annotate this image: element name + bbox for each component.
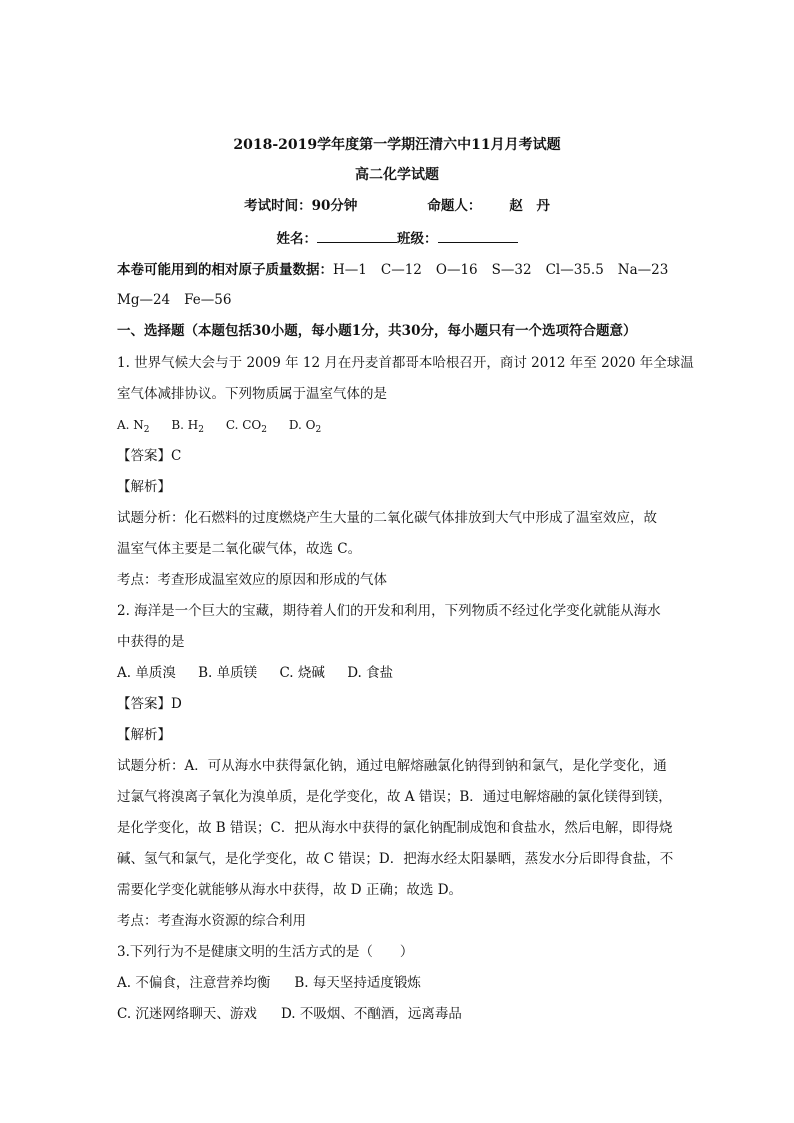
q2-option-a: A. 单质溴: [117, 665, 176, 681]
q1-analysis-line-1: 试题分析：化石燃料的过度燃烧产生大量的二氧化碳气体排放到大气中形成了温室效应，故: [117, 510, 657, 526]
q2-point: 考点：考查海水资源的综合利用: [117, 913, 306, 929]
q2-stem-line-2: 中获得的是: [117, 634, 185, 650]
mass-na: Na—23: [617, 262, 669, 278]
q2-option-c: C. 烧碱: [279, 665, 325, 681]
q1-point: 考点：考查形成温室效应的原因和形成的气体: [117, 572, 387, 588]
exam-time: 考试时间：90分钟: [244, 198, 358, 214]
q1-analysis-label: 【解析】: [117, 479, 171, 495]
q2-analysis-label: 【解析】: [117, 727, 171, 743]
mass-h: H—1: [333, 262, 367, 278]
q2-analysis-line-5: 需要化学变化就能够从海水中获得，故 D 正确；故选 D。: [117, 882, 463, 898]
q1-answer: 【答案】C: [117, 448, 182, 464]
name-blank[interactable]: [317, 229, 397, 243]
q1-option-c: C. $CO_2$: [225, 418, 267, 435]
mass-fe: Fe—56: [184, 292, 232, 308]
q3-option-c: C. 沉迷网络聊天、游戏: [117, 1006, 257, 1022]
q2-answer: 【答案】D: [117, 696, 182, 712]
author-name: 赵 丹: [509, 198, 550, 214]
mass-s: S—32: [491, 262, 532, 278]
exam-title: 2018-2019学年度第一学期汪清六中11月月考试题: [233, 137, 561, 153]
atomic-mass-line-2: [117, 291, 687, 309]
mass-cl: Cl—35.5: [545, 262, 604, 278]
section-heading: 一、选择题（本题包括30小题，每小题1分，共30分，每小题只有一个选项符合题意）: [117, 323, 637, 339]
mass-o: O—16: [435, 262, 478, 278]
q1-stem-line-1: 1. 世界气候大会与于 2009 年 12 月在丹麦首都哥本哈根召开，商讨 2012 年至 2020 年全球温: [117, 355, 694, 371]
author-label: 命题人：: [427, 198, 482, 214]
exam-meta: [0, 197, 794, 215]
q1-option-a: A. $N_2$: [117, 418, 150, 435]
q2-analysis-line-3: 是化学变化，故 B 错误；C．把从海水中获得的氯化钠配制成饱和食盐水，然后电解，即得烧: [117, 820, 673, 836]
class-blank[interactable]: [438, 229, 518, 243]
q3-options-row-1: [117, 974, 687, 992]
q1-stem-line-2: 室气体减排协议。下列物质属于温室气体的是: [117, 386, 387, 402]
q3-option-d: D. 不吸烟、不酗酒，远离毒品: [280, 1006, 462, 1022]
q1-options: [117, 416, 687, 434]
q2-analysis-line-4: 碱、氢气和氯气，是化学变化，故 C 错误；D．把海水经太阳暴晒，蒸发水分后即得食盐，不: [117, 851, 674, 867]
exam-subtitle: 高二化学试题: [355, 167, 439, 183]
q1-option-d: D. $O_2$: [288, 418, 322, 435]
q2-option-d: D. 食盐: [347, 665, 394, 681]
q2-analysis-line-1: 试题分析：A．可从海水中获得氯化钠，通过电解熔融氯化钠得到钠和氯气，是化学变化，通: [117, 758, 667, 774]
q1-option-b: B. $H_2$: [171, 418, 205, 435]
q2-options: [117, 664, 687, 682]
name-class-row: [0, 229, 794, 248]
q3-options-row-2: [117, 1005, 687, 1023]
q1-analysis-line-2: 温室气体主要是二氧化碳气体，故选 C。: [117, 541, 362, 557]
q3-option-b: B. 每天坚持适度锻炼: [294, 975, 421, 991]
class-label: 班级：: [397, 231, 438, 247]
atomic-mass-line: [117, 261, 687, 279]
atomic-mass-label: 本卷可能用到的相对原子质量数据：: [117, 262, 333, 278]
mass-mg: Mg—24: [117, 292, 171, 308]
q2-analysis-line-2: 过氯气将溴离子氧化为溴单质，是化学变化，故 A 错误；B．通过电解熔融的氯化镁得到镁，: [117, 789, 672, 805]
q3-stem: 3.下列行为不是健康文明的生活方式的是（ ）: [117, 944, 414, 960]
q3-option-a: A. 不偏食，注意营养均衡: [117, 975, 271, 991]
q2-option-b: B. 单质镁: [198, 665, 258, 681]
q2-stem-line-1: 2. 海洋是一个巨大的宝藏，期待着人们的开发和利用，下列物质不经过化学变化就能从海水: [117, 603, 661, 619]
name-label: 姓名：: [276, 231, 317, 247]
mass-c: C—12: [380, 262, 422, 278]
